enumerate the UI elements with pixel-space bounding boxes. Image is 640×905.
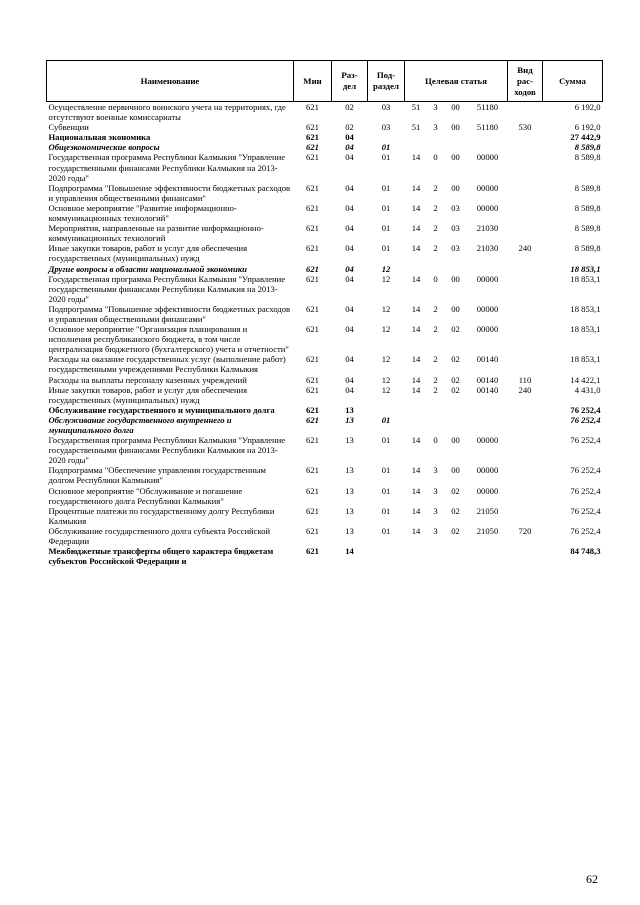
row-target-2: 0 (433, 435, 438, 446)
row-target-1 (405, 142, 428, 152)
row-target-4: 00000 (476, 324, 499, 335)
row-target-4 (468, 415, 508, 435)
row-target-2 (428, 142, 444, 152)
row-target-1: 51 (411, 102, 421, 112)
table-row (47, 375, 603, 385)
row-target-3 (444, 546, 468, 566)
row-name: Подпрограмма "Обеспечение управления государственным долгом Республики Калмыкия" (48, 465, 266, 486)
row-razdel: 13 (345, 435, 354, 446)
row-target-2: 2 (433, 324, 438, 335)
row-vid (508, 132, 543, 142)
row-vid (508, 183, 543, 203)
row-vid (508, 203, 543, 223)
header-podrazdel: Под- раздел (368, 61, 405, 102)
row-podrazdel (368, 132, 405, 142)
row-podrazdel: 03 (381, 102, 391, 112)
row-target-1: 14 (411, 465, 421, 476)
table-row (47, 102, 603, 123)
row-min: 621 (306, 152, 319, 163)
row-razdel: 04 (345, 263, 354, 274)
row-target-1: 14 (411, 152, 421, 163)
row-sum: 76 252,4 (570, 435, 601, 446)
row-podrazdel (368, 546, 405, 566)
row-target-1: 14 (411, 374, 421, 385)
row-vid (508, 506, 543, 526)
row-target-1: 14 (411, 354, 421, 365)
row-target-3: 00 (451, 465, 460, 476)
row-sum: 76 252,4 (570, 525, 601, 536)
row-podrazdel: 01 (381, 465, 391, 476)
row-target-1: 51 (411, 122, 421, 133)
row-name: Мероприятия, направленные на развитие информационно-коммуникационных технологий (48, 223, 264, 244)
row-target-2: 2 (433, 182, 438, 193)
row-vid (508, 274, 543, 304)
row-name: Основное мероприятие "Организация планирования и исполнения республиканского бюджета, в том числе централизация бюджетного (бухгалтерского) учета и отчетности" (48, 324, 289, 355)
row-target-3: 03 (451, 202, 460, 213)
row-target-3 (444, 264, 468, 274)
table-row (47, 506, 603, 526)
table-row (47, 132, 603, 142)
table-row (47, 203, 603, 223)
row-podrazdel: 01 (381, 243, 391, 254)
row-target-1 (405, 264, 428, 274)
row-min: 621 (306, 465, 319, 476)
row-target-4: 00000 (476, 465, 499, 476)
row-target-2: 3 (433, 485, 438, 496)
row-min: 621 (306, 243, 319, 254)
row-name: Государственная программа Республики Калмыкия "Управление государственными финансами Республики Калмыкия на 2013-2020 годы" (48, 273, 286, 304)
row-target-2 (428, 415, 444, 435)
row-podrazdel (368, 405, 405, 415)
row-target-2: 2 (433, 374, 438, 385)
row-target-4: 00140 (476, 384, 499, 395)
row-name: Обслуживание государственного внутреннего и муниципального долга (48, 414, 232, 435)
row-name: Государственная программа Республики Калмыкия "Управление государственными финансами Республики Калмыкия на 2013-2020 годы" (48, 435, 286, 466)
row-target-3: 02 (451, 374, 460, 385)
row-min: 621 (306, 273, 319, 284)
row-podrazdel: 01 (381, 223, 391, 234)
row-vid (508, 405, 543, 415)
row-razdel: 04 (345, 142, 354, 153)
table-row (47, 243, 603, 263)
row-vid (508, 102, 543, 123)
row-name: Основное мероприятие "Обслуживание и погашение государственного долга Республики Калмыкия" (48, 485, 243, 506)
row-podrazdel: 01 (381, 414, 391, 425)
row-vid: 240 (518, 243, 532, 254)
row-target-4: 00000 (476, 485, 499, 496)
row-razdel: 04 (345, 223, 354, 234)
row-target-1: 14 (411, 182, 421, 193)
row-target-3: 02 (451, 505, 460, 516)
row-vid (508, 304, 543, 324)
row-min: 621 (306, 102, 319, 112)
header-min: Мин (294, 61, 332, 102)
row-target-1: 14 (411, 435, 421, 446)
row-min: 621 (306, 263, 319, 274)
row-target-2: 3 (433, 122, 438, 133)
row-vid (508, 486, 543, 506)
row-target-3: 00 (451, 273, 460, 284)
row-razdel: 13 (345, 404, 354, 415)
row-target-3: 03 (451, 223, 460, 234)
row-podrazdel: 12 (381, 384, 391, 395)
row-sum: 8 589,8 (574, 152, 601, 163)
row-vid (508, 223, 543, 243)
row-target-3: 00 (451, 122, 460, 133)
row-name: Общеэкономические вопросы (48, 142, 160, 153)
row-min: 621 (306, 182, 319, 193)
row-vid: 240 (518, 384, 532, 395)
row-razdel: 13 (345, 465, 354, 476)
row-target-2: 3 (433, 465, 438, 476)
row-sum: 18 853,1 (570, 273, 601, 284)
row-vid (508, 465, 543, 485)
row-min: 621 (306, 354, 319, 365)
row-name: Иные закупки товаров, работ и услуг для обеспечения государственных (муниципальных) нужд (48, 384, 248, 405)
row-sum: 76 252,4 (570, 485, 601, 496)
row-vid (508, 152, 543, 182)
row-min: 621 (306, 525, 319, 536)
row-sum: 18 853,1 (570, 303, 601, 314)
row-vid (508, 546, 543, 566)
row-target-3: 03 (451, 243, 460, 254)
row-name: Национальная экономика (48, 132, 151, 143)
table-row (47, 486, 603, 506)
row-vid: 530 (518, 122, 532, 133)
row-sum: 8 589,8 (574, 142, 601, 153)
row-target-4 (468, 142, 508, 152)
row-target-2: 0 (433, 152, 438, 163)
row-min: 621 (306, 223, 319, 234)
row-target-2: 0 (433, 273, 438, 284)
row-target-2: 3 (433, 102, 438, 112)
row-target-4: 00000 (476, 435, 499, 446)
table-row (47, 152, 603, 182)
row-target-1 (405, 132, 428, 142)
row-target-1 (405, 546, 428, 566)
row-name: Другие вопросы в области национальной экономики (48, 263, 247, 274)
row-min: 621 (306, 202, 319, 213)
table-row (47, 546, 603, 566)
row-razdel: 13 (345, 505, 354, 516)
row-sum: 6 192,0 (574, 122, 601, 133)
row-target-4: 51180 (476, 122, 499, 133)
table-row (47, 324, 603, 354)
row-sum: 8 589,8 (574, 202, 601, 213)
row-name: Государственная программа Республики Калмыкия "Управление государственными финансами Республики Калмыкия на 2013-2020 годы" (48, 152, 286, 183)
row-razdel: 13 (345, 414, 354, 425)
row-target-3: 00 (451, 102, 460, 112)
row-min: 621 (306, 414, 319, 425)
row-target-1: 14 (411, 384, 421, 395)
row-min: 621 (306, 435, 319, 446)
page-number: 62 (586, 872, 598, 886)
row-razdel: 14 (345, 546, 354, 557)
row-target-3: 00 (451, 435, 460, 446)
row-target-2: 2 (433, 223, 438, 234)
row-sum: 8 589,8 (574, 243, 601, 254)
table-header (47, 61, 603, 102)
table-row (47, 415, 603, 435)
row-target-3: 00 (451, 303, 460, 314)
row-target-1: 14 (411, 485, 421, 496)
row-name: Расходы на выплаты персоналу казенных учреждений (48, 374, 247, 385)
row-target-3: 00 (451, 182, 460, 193)
row-sum: 4 431,0 (574, 384, 601, 395)
table-row (47, 122, 603, 132)
row-sum: 18 853,1 (570, 354, 601, 365)
row-razdel: 04 (345, 273, 354, 284)
row-sum: 14 422,1 (570, 374, 601, 385)
row-target-4: 00000 (476, 202, 499, 213)
row-target-3 (444, 415, 468, 435)
row-name: Обслуживание государственного и муниципального долга (48, 404, 275, 415)
row-vid (508, 142, 543, 152)
row-target-2 (428, 546, 444, 566)
table-row (47, 223, 603, 243)
row-sum: 18 853,1 (570, 263, 601, 274)
row-vid (508, 324, 543, 354)
header-sum: Сумма (543, 61, 603, 102)
row-target-4: 00000 (476, 303, 499, 314)
row-name: Подпрограмма "Повышение эффективности бюджетных расходов и управления общественными финансами" (48, 303, 291, 324)
row-vid: 110 (518, 374, 532, 385)
table-row (47, 526, 603, 546)
row-podrazdel: 12 (381, 263, 391, 274)
row-target-2: 2 (433, 202, 438, 213)
row-target-2: 2 (433, 303, 438, 314)
row-podrazdel: 12 (381, 374, 391, 385)
row-sum: 18 853,1 (570, 324, 601, 335)
row-vid (508, 415, 543, 435)
row-sum: 8 589,8 (574, 182, 601, 193)
row-razdel: 04 (345, 182, 354, 193)
row-target-2: 2 (433, 384, 438, 395)
row-target-3: 02 (451, 384, 460, 395)
row-razdel: 02 (345, 102, 354, 112)
row-target-2: 3 (433, 505, 438, 516)
row-name: Основное мероприятие "Развитие информационно-коммуникационных технологий" (48, 202, 237, 224)
row-vid: 720 (518, 525, 532, 536)
row-target-2: 3 (433, 525, 438, 536)
row-name: Иные закупки товаров, работ и услуг для обеспечения государственных (муниципальных) нужд (48, 243, 248, 264)
row-target-4: 00140 (476, 354, 499, 365)
row-target-4: 21050 (476, 505, 499, 516)
row-target-4: 21030 (476, 223, 499, 234)
row-target-4: 00000 (476, 152, 499, 163)
row-podrazdel: 01 (381, 182, 391, 193)
row-razdel: 04 (345, 132, 354, 143)
row-podrazdel: 03 (381, 122, 391, 133)
row-podrazdel: 12 (381, 273, 391, 284)
row-target-4: 21050 (476, 525, 499, 536)
row-min: 621 (306, 404, 319, 415)
row-target-1: 14 (411, 324, 421, 335)
row-sum: 76 252,4 (570, 505, 601, 516)
row-sum: 76 252,4 (570, 414, 601, 425)
table-row (47, 465, 603, 485)
row-sum: 8 589,8 (574, 223, 601, 234)
table-body (47, 102, 603, 567)
row-target-3 (444, 142, 468, 152)
row-target-4 (468, 264, 508, 274)
row-target-1: 14 (411, 525, 421, 536)
row-target-4: 51180 (476, 102, 499, 112)
row-min: 621 (306, 132, 319, 143)
table-row (47, 385, 603, 405)
row-target-4: 21030 (476, 243, 499, 254)
row-podrazdel: 01 (381, 202, 391, 213)
row-target-3: 02 (451, 324, 460, 335)
row-name: Обслуживание государственного долга субъекта Российской Федерации (48, 525, 271, 547)
table-row (47, 264, 603, 274)
row-podrazdel: 01 (381, 152, 391, 163)
row-podrazdel: 01 (381, 435, 391, 446)
row-name: Осуществление первичного воинского учета на территориях, где отсутствуют военные комиссариаты (48, 102, 286, 123)
row-razdel: 13 (345, 485, 354, 496)
row-sum: 84 748,3 (570, 546, 601, 557)
row-target-1: 14 (411, 202, 421, 213)
row-podrazdel: 01 (381, 485, 391, 496)
row-podrazdel: 12 (381, 324, 391, 335)
table-row (47, 142, 603, 152)
row-name: Субвенции (48, 122, 89, 133)
row-razdel: 04 (345, 384, 354, 395)
row-razdel: 04 (345, 152, 354, 163)
row-vid (508, 435, 543, 465)
row-target-2: 2 (433, 243, 438, 254)
row-target-1 (405, 405, 428, 415)
row-target-3: 02 (451, 354, 460, 365)
row-target-4 (468, 132, 508, 142)
row-min: 621 (306, 505, 319, 516)
row-target-2: 2 (433, 354, 438, 365)
row-target-3 (444, 132, 468, 142)
row-target-4: 00000 (476, 273, 499, 284)
row-sum: 76 252,4 (570, 404, 601, 415)
row-target-4: 00140 (476, 374, 499, 385)
row-sum: 76 252,4 (570, 465, 601, 476)
row-target-4 (468, 546, 508, 566)
row-target-1: 14 (411, 273, 421, 284)
table-row (47, 405, 603, 415)
row-razdel: 04 (345, 303, 354, 314)
table-row (47, 304, 603, 324)
row-min: 621 (306, 374, 319, 385)
header-target: Целевая статья (405, 61, 508, 102)
header-name: Наименование (47, 61, 294, 102)
table-row (47, 274, 603, 304)
budget-table (46, 60, 603, 566)
row-name: Межбюджетные трансферты общего характера бюджетам субъектов Российской Федерации и (48, 546, 274, 567)
row-min: 621 (306, 303, 319, 314)
row-razdel: 04 (345, 354, 354, 365)
row-target-2 (428, 405, 444, 415)
row-min: 621 (306, 324, 319, 335)
row-razdel: 04 (345, 202, 354, 213)
row-vid (508, 264, 543, 274)
row-target-4 (468, 405, 508, 415)
row-target-3: 00 (451, 152, 460, 163)
row-target-2 (428, 132, 444, 142)
header-vid: Вид рас- ходов (508, 61, 543, 102)
row-name: Расходы на оказание государственных услуг (выполнение работ) государственными учреждениями Республики Калмыкия (48, 354, 286, 375)
row-podrazdel: 12 (381, 303, 391, 314)
table-row (47, 354, 603, 374)
row-target-3: 02 (451, 485, 460, 496)
row-razdel: 04 (345, 324, 354, 335)
row-target-4: 00000 (476, 182, 499, 193)
row-name: Процентные платежи по государственному долгу Республики Калмыкия (48, 505, 275, 526)
row-razdel: 04 (345, 243, 354, 254)
row-podrazdel: 01 (381, 142, 391, 153)
row-sum: 27 442,9 (570, 132, 601, 143)
row-razdel: 04 (345, 374, 354, 385)
header-razdel: Раз- дел (332, 61, 368, 102)
row-podrazdel: 01 (381, 505, 391, 516)
row-name: Подпрограмма "Повышение эффективности бюджетных расходов и управления общественными финансами" (48, 182, 291, 203)
row-min: 621 (306, 485, 319, 496)
row-target-1: 14 (411, 223, 421, 234)
row-target-1: 14 (411, 243, 421, 254)
row-min: 621 (306, 384, 319, 395)
row-min: 621 (306, 546, 319, 557)
row-target-2 (428, 264, 444, 274)
row-razdel: 02 (345, 122, 354, 133)
row-min: 621 (306, 122, 319, 133)
row-target-1: 14 (411, 303, 421, 314)
table-row (47, 183, 603, 203)
row-target-1 (405, 415, 428, 435)
row-target-3 (444, 405, 468, 415)
row-razdel: 13 (345, 525, 354, 536)
row-podrazdel: 01 (381, 525, 391, 536)
row-podrazdel: 12 (381, 354, 391, 365)
row-sum: 6 192,0 (574, 102, 601, 112)
row-target-3: 02 (451, 525, 460, 536)
row-min: 621 (306, 142, 319, 153)
row-vid (508, 354, 543, 374)
row-target-1: 14 (411, 505, 421, 516)
table-row (47, 435, 603, 465)
